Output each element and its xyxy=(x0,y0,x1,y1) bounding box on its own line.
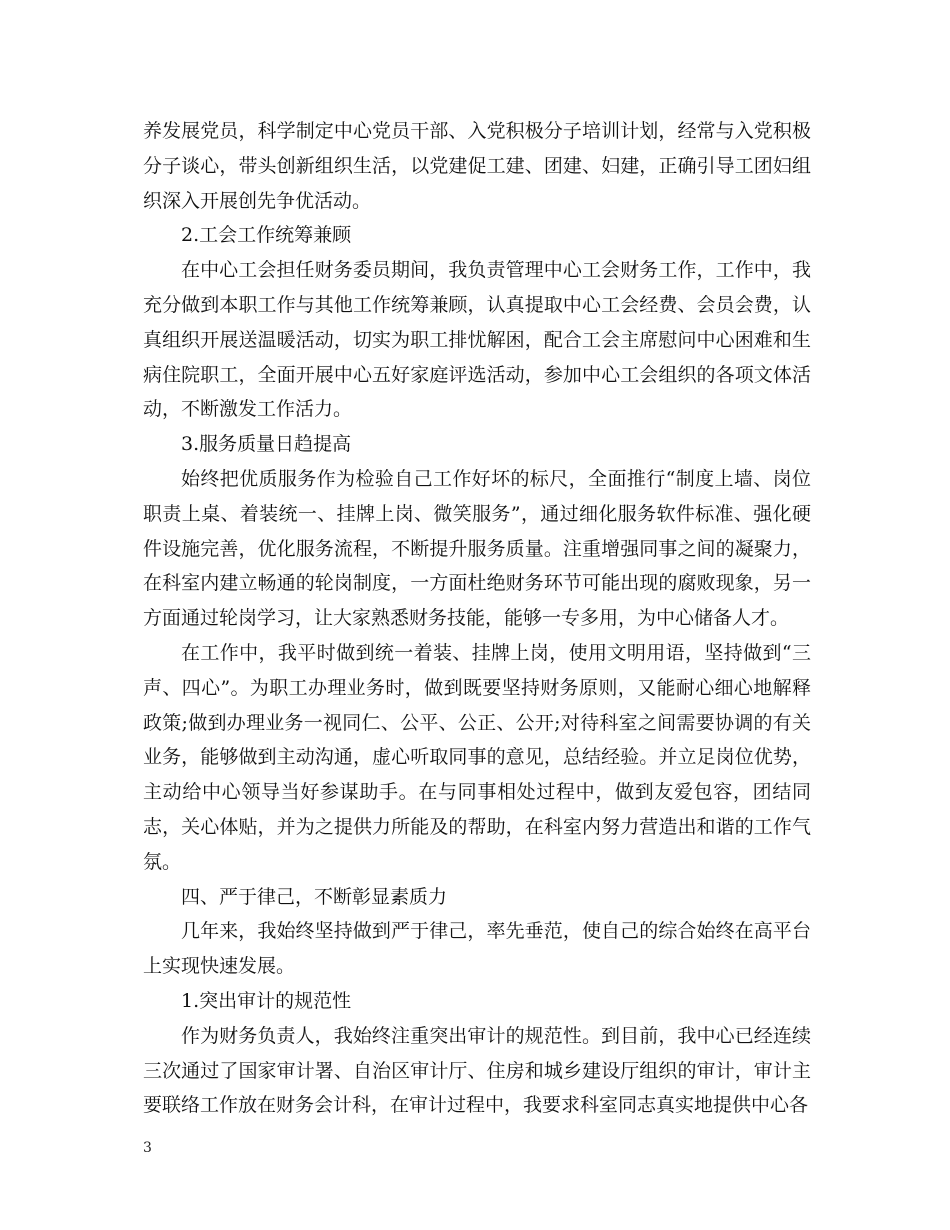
paragraph-daily-work: 在工作中，我平时做到统一着装、挂牌上岗，使用文明用语，坚持做到“三声、四心”。为职工办理业务时，做到既要坚持财务原则，又能耐心细心地解释政策;做到办理业务一视同仁、公平、公正、公开;对待科室之间需要协调的有关业务，能够做到主动沟通，虚心听取同事的意见，总结经验。并立足岗位优势，主动给中心领导当好参谋助手。在与同事相处过程中，做到友爱包容，团结同志，关心体贴，并为之提供力所能及的帮助，在科室内努力营造出和谐的工作气氛。 xyxy=(143,641,811,873)
heading-union-work: 2.工会工作统筹兼顾 xyxy=(181,224,352,247)
heading-audit-standard: 1.突出审计的规范性 xyxy=(181,989,352,1012)
paragraph-audit: 作为财务负责人，我始终注重突出审计的规范性。到目前，我中心已经连续三次通过了国家审计署、自治区审计厅、住房和城乡建设厅组织的审计，审计主要联络工作放在财务会计科，在审计过程中，我要求科室同志真实地提供中心各 xyxy=(143,1024,811,1117)
heading-self-discipline: 四、严于律己，不断彰显素质力 xyxy=(181,885,448,908)
page-number: 3 xyxy=(143,1140,152,1156)
paragraph-union-finance: 在中心工会担任财务委员期间，我负责管理中心工会财务工作，工作中，我充分做到本职工作与其他工作统筹兼顾，认真提取中心工会经费、会员会费，认真组织开展送温暖活动，切实为职工排忧解困，配合工会主席慰问中心困难和生病住院职工，全面开展中心五好家庭评选活动，参加中心工会组织的各项文体活动，不断激发工作活力。 xyxy=(143,259,811,421)
heading-service-quality: 3.服务质量日趋提高 xyxy=(181,433,352,456)
paragraph-1: 养发展党员，科学制定中心党员干部、入党积极分子培训计划，经常与入党积极分子谈心，带头创新组织生活，以党建促工建、团建、妇建，正确引导工团妇组织深入开展创先争优活动。 xyxy=(143,120,811,212)
paragraph-self-discipline: 几年来，我始终坚持做到严于律己，率先垂范，使自己的综合始终在高平台上实现快速发展。 xyxy=(143,920,811,978)
document-body xyxy=(143,114,811,1123)
paragraph-quality-service: 始终把优质服务作为检验自己工作好坏的标尺，全面推行“制度上墙、岗位职责上桌、着装统一、挂牌上岗、微笑服务”，通过细化服务软件标准、强化硬件设施完善，优化服务流程，不断提升服务质量。注重增强同事之间的凝聚力，在科室内建立畅通的轮岗制度，一方面杜绝财务环节可能出现的腐败现象，另一方面通过轮岗学习，让大家熟悉财务技能，能够一专多用，为中心储备人才。 xyxy=(143,467,811,630)
